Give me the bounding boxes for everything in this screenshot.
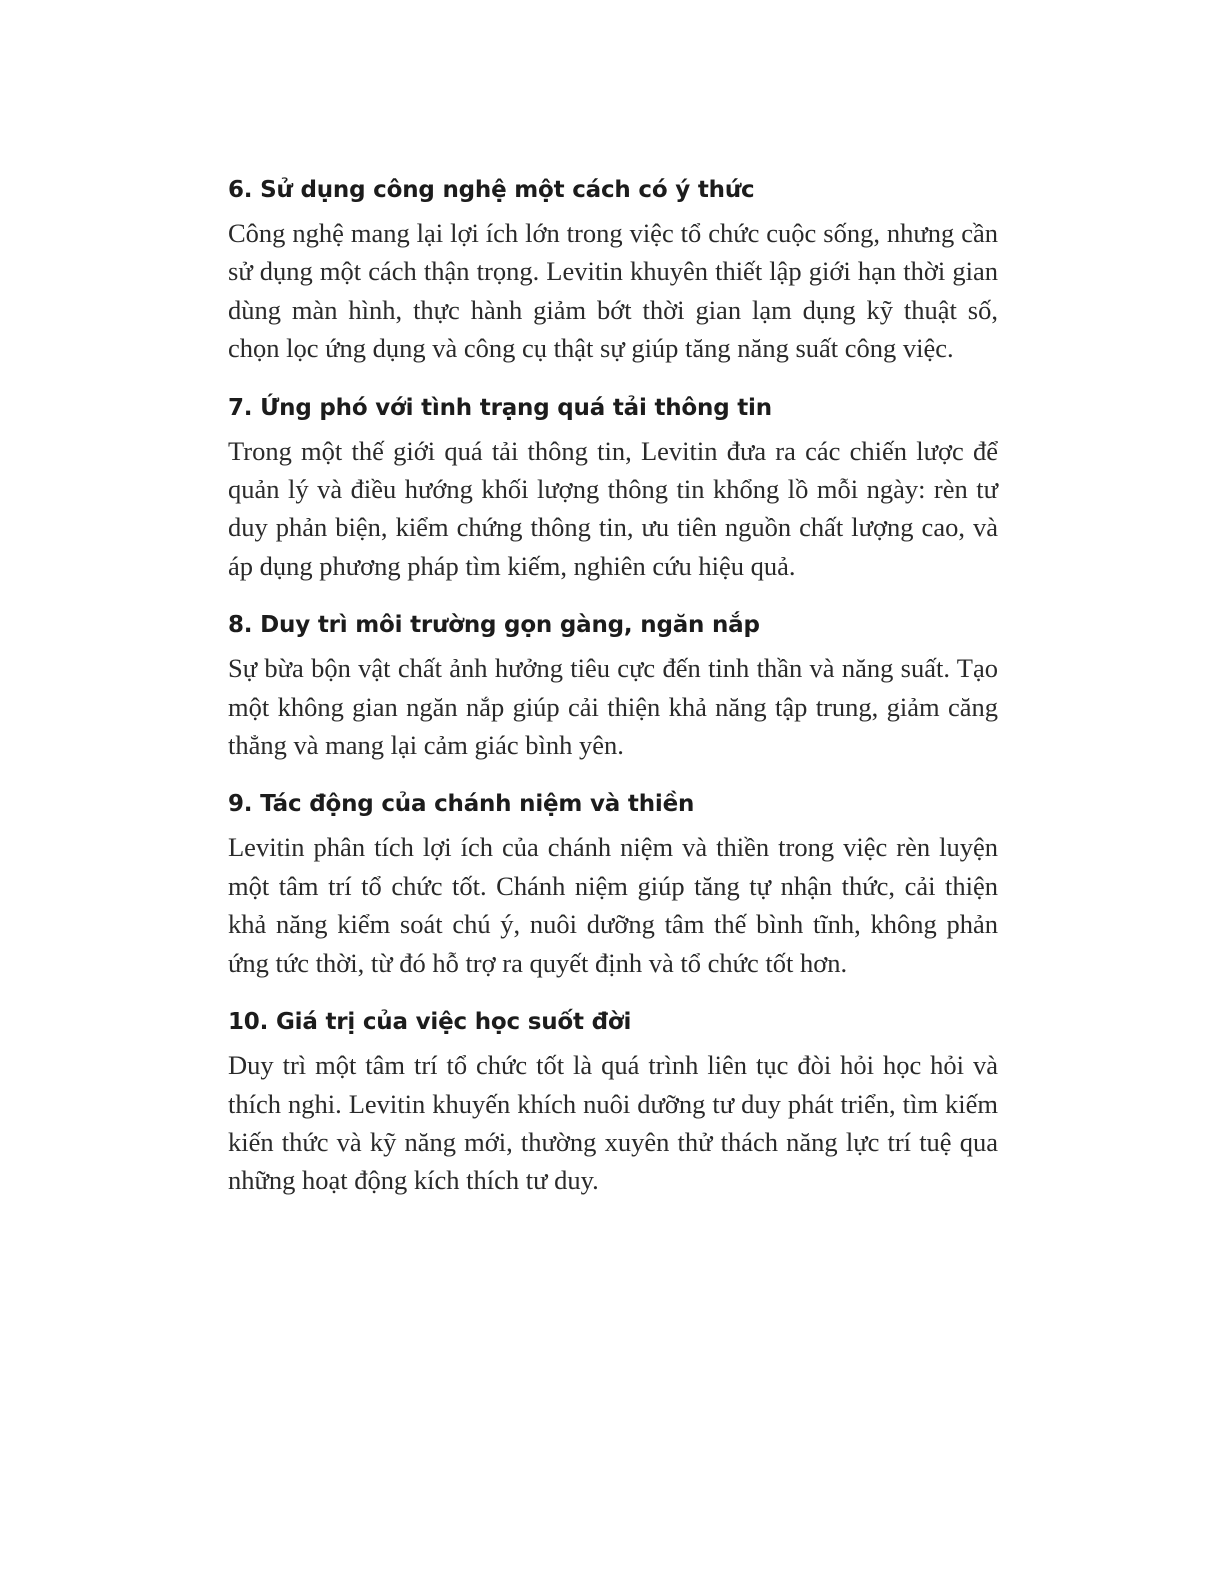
section-mindfulness (228, 786, 998, 982)
section-information-overload (228, 390, 998, 586)
section-lifelong-learning (228, 1004, 998, 1200)
section-body: Trong một thế giới quá tải thông tin, Levitin đưa ra các chiến lược để quản lý và điều hướng khối lượng thông tin khổng lồ mỗi ngày: rèn tư duy phản biện, kiểm chứng thông tin, ưu tiên nguồn chất lượng cao, và áp dụng phương pháp tìm kiếm, nghiên cứu hiệu quả. (228, 435, 998, 581)
section-heading: 6. Sử dụng công nghệ một cách có ý thức (228, 177, 755, 203)
section-heading: 8. Duy trì môi trường gọn gàng, ngăn nắp (228, 612, 760, 639)
section-body: Levitin phân tích lợi ích của chánh niệm và thiền trong việc rèn luyện một tâm trí tổ chức tốt. Chánh niệm giúp tăng tự nhận thức, cải thiện khả năng kiểm soát chú ý, nuôi dưỡng tâm thế bình tĩnh, không phản ứng tức thời, từ đó hỗ trợ ra quyết định và tổ chức tốt hơn. (228, 832, 998, 978)
section-heading: 9. Tác động của chánh niệm và thiền (228, 791, 695, 818)
section-tidy-environment (228, 607, 998, 764)
section-body: Sự bừa bộn vật chất ảnh hưởng tiêu cực đến tinh thần và năng suất. Tạo một không gian ngăn nắp giúp cải thiện khả năng tập trung, giảm căng thẳng và mang lại cảm giác bình yên. (228, 653, 998, 761)
section-heading: 10. Giá trị của việc học suốt đời (228, 1009, 632, 1036)
section-technology (228, 172, 998, 368)
section-body: Công nghệ mang lại lợi ích lớn trong việc tổ chức cuộc sống, nhưng cần sử dụng một cách thận trọng. Levitin khuyên thiết lập giới hạn thời gian dùng màn hình, thực hành giảm bớt thời gian lạm dụng kỹ thuật số, chọn lọc ứng dụng và công cụ thật sự giúp tăng năng suất công việc. (228, 218, 998, 364)
section-body: Duy trì một tâm trí tổ chức tốt là quá trình liên tục đòi hỏi học hỏi và thích nghi. Levitin khuyến khích nuôi dưỡng tư duy phát triển, tìm kiếm kiến thức và kỹ năng mới, thường xuyên thử thách năng lực trí tuệ qua những hoạt động kích thích tư duy. (228, 1050, 998, 1196)
document-page (228, 172, 998, 1200)
section-heading: 7. Ứng phó với tình trạng quá tải thông tin (228, 394, 772, 421)
